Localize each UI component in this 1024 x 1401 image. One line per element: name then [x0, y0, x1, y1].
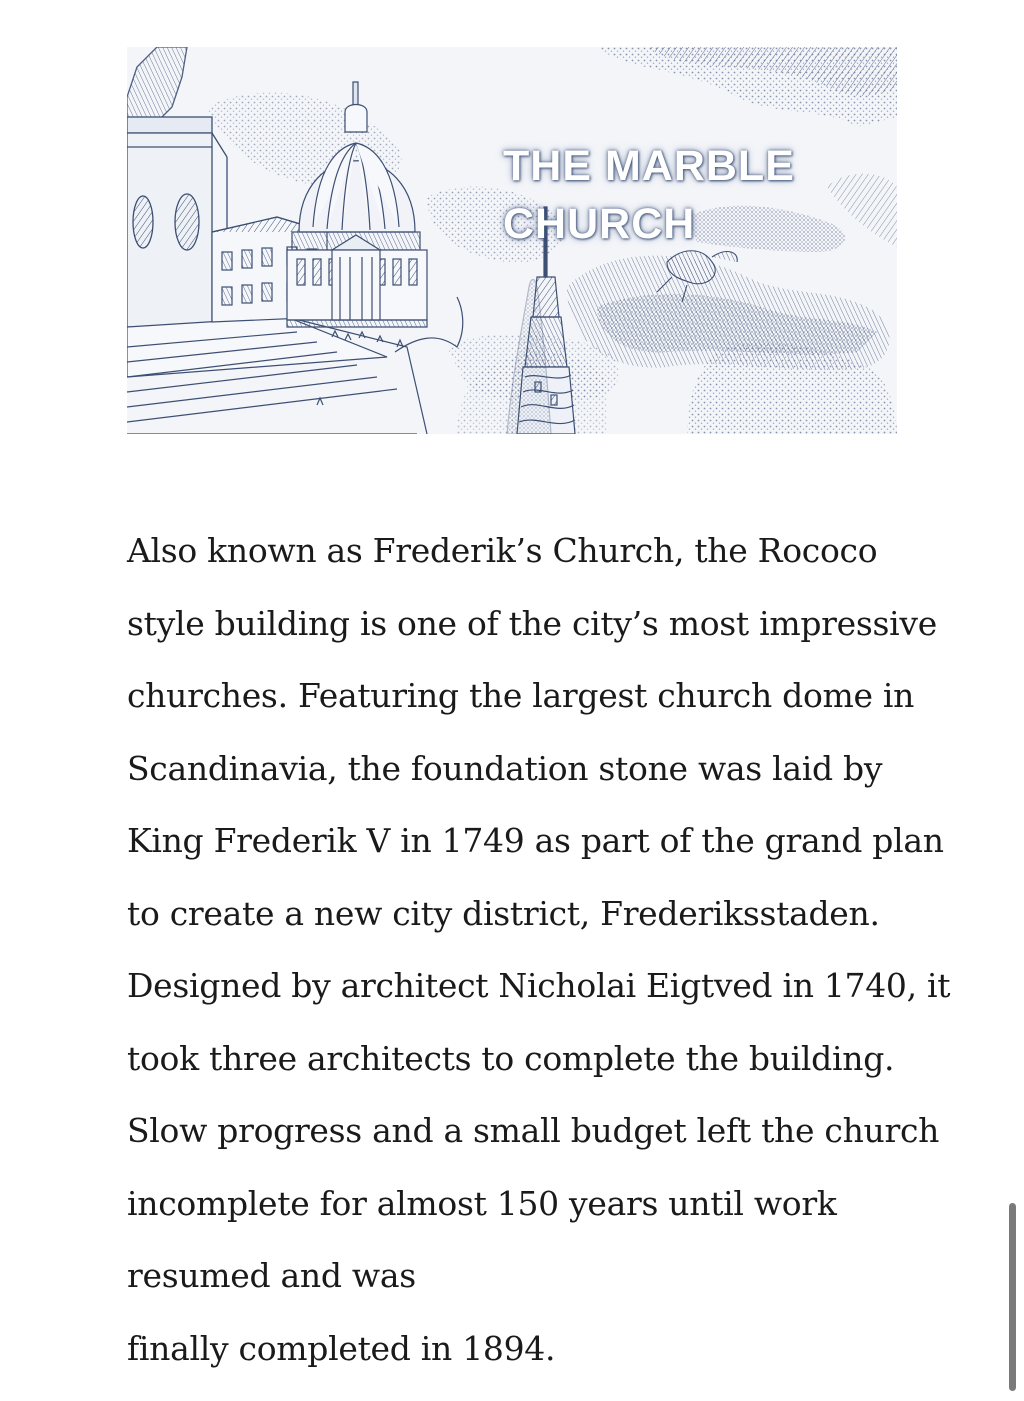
hero-title [503, 137, 883, 253]
article-line: took three architects to complete the building. [127, 1038, 895, 1078]
article-line: to create a new city district, Frederiksstaden. [127, 893, 880, 933]
article-line: style building is one of the city’s most impressive [127, 603, 937, 643]
hero-illustration [127, 47, 897, 434]
article-line: Also known as Frederik’s Church, the Rococo [127, 531, 878, 570]
article-line: Designed by architect Nicholai Eigtved in 1740, it [127, 966, 951, 1005]
scrollbar-thumb[interactable] [1009, 1203, 1016, 1391]
article-body [127, 515, 951, 1385]
article-line: churches. Featuring the largest church dome in [127, 676, 915, 715]
article-line: incomplete for almost 150 years until work [127, 1183, 837, 1223]
hero-title-line-1: THE MARBLE [503, 142, 795, 190]
article-line: resumed and was [127, 1256, 416, 1295]
article-line: finally completed in 1894. [127, 1328, 556, 1368]
article-line: King Frederik V in 1749 as part of the grand plan [127, 821, 944, 860]
article-line: Slow progress and a small budget left the church [127, 1111, 940, 1150]
article-line: Scandinavia, the foundation stone was laid by [127, 748, 883, 788]
hero-title-line-2: CHURCH [503, 200, 696, 248]
